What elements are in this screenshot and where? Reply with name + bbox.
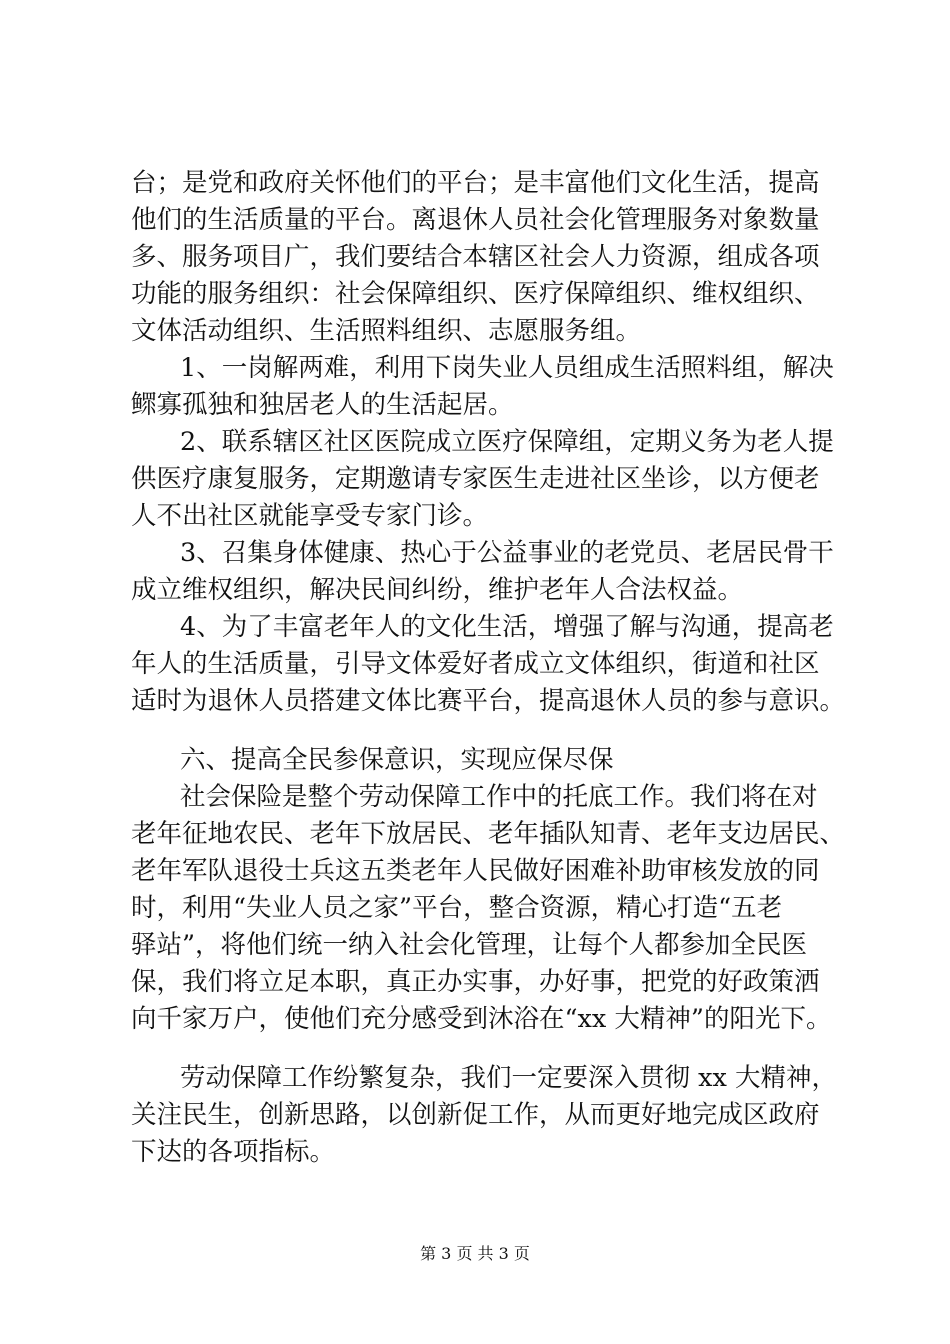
body-text-line: 多、服务项目广，我们要结合本辖区社会人力资源，组成各项	[131, 242, 820, 272]
list-item-2-line: 人不出社区就能享受专家门诊。	[131, 501, 489, 531]
body-text-line: 驿站”，将他们统一纳入社会化管理，让每个人都参加全民医	[131, 930, 808, 960]
body-text-line: 功能的服务组织：社会保障组织、医疗保障组织、维权组织、	[131, 279, 820, 309]
page-number-footer: 第 3 页 共 3 页	[420, 1244, 530, 1263]
body-text-line: 文体活动组织、生活照料组织、志愿服务组。	[131, 316, 642, 346]
conclusion-text-line: 下达的各项指标。	[131, 1137, 336, 1167]
list-item-1-line: 1、一岗解两难，利用下岗失业人员组成生活照料组，解决	[180, 353, 834, 383]
body-text-line: 老年军队退役士兵这五类老年人民做好困难补助审核发放的同	[131, 856, 820, 886]
body-text-line: 老年征地农民、老年下放居民、老年插队知青、老年支边居民、	[131, 819, 846, 849]
list-item-4-line: 适时为退休人员搭建文体比赛平台，提高退休人员的参与意识。	[131, 686, 846, 716]
list-item-1-line: 鳏寡孤独和独居老人的生活起居。	[131, 390, 514, 420]
list-item-3-line: 成立维权组织，解决民间纠纷，维护老年人合法权益。	[131, 575, 744, 605]
list-item-2-line: 2、联系辖区社区医院成立医疗保障组，定期义务为老人提	[180, 427, 834, 457]
list-item-2-line: 供医疗康复服务，定期邀请专家医生走进社区坐诊，以方便老	[131, 464, 820, 494]
section-heading: 六、提高全民参保意识，实现应保尽保	[180, 745, 614, 775]
body-text-line: 保，我们将立足本职，真正办实事，办好事，把党的好政策洒	[131, 967, 820, 997]
body-text-line: 他们的生活质量的平台。离退休人员社会化管理服务对象数量	[131, 205, 820, 235]
body-text-line: 社会保险是整个劳动保障工作中的托底工作。我们将在对	[180, 782, 818, 812]
body-text-line: 向千家万户，使他们充分感受到沐浴在“xx 大精神”的阳光下。	[131, 1004, 832, 1034]
list-item-4-line: 年人的生活质量，引导文体爱好者成立文体组织，街道和社区	[131, 649, 820, 679]
list-item-3-line: 3、召集身体健康、热心于公益事业的老党员、老居民骨干	[180, 538, 834, 568]
list-item-4-line: 4、为了丰富老年人的文化生活，增强了解与沟通，提高老	[180, 612, 834, 642]
conclusion-text-line: 关注民生，创新思路，以创新促工作，从而更好地完成区政府	[131, 1100, 820, 1130]
conclusion-text-line: 劳动保障工作纷繁复杂，我们一定要深入贯彻 xx 大精神，	[180, 1063, 837, 1093]
body-text-line: 台；是党和政府关怀他们的平台；是丰富他们文化生活，提高	[131, 168, 820, 198]
body-text-line: 时，利用“失业人员之家”平台，整合资源，精心打造“五老	[131, 893, 783, 923]
